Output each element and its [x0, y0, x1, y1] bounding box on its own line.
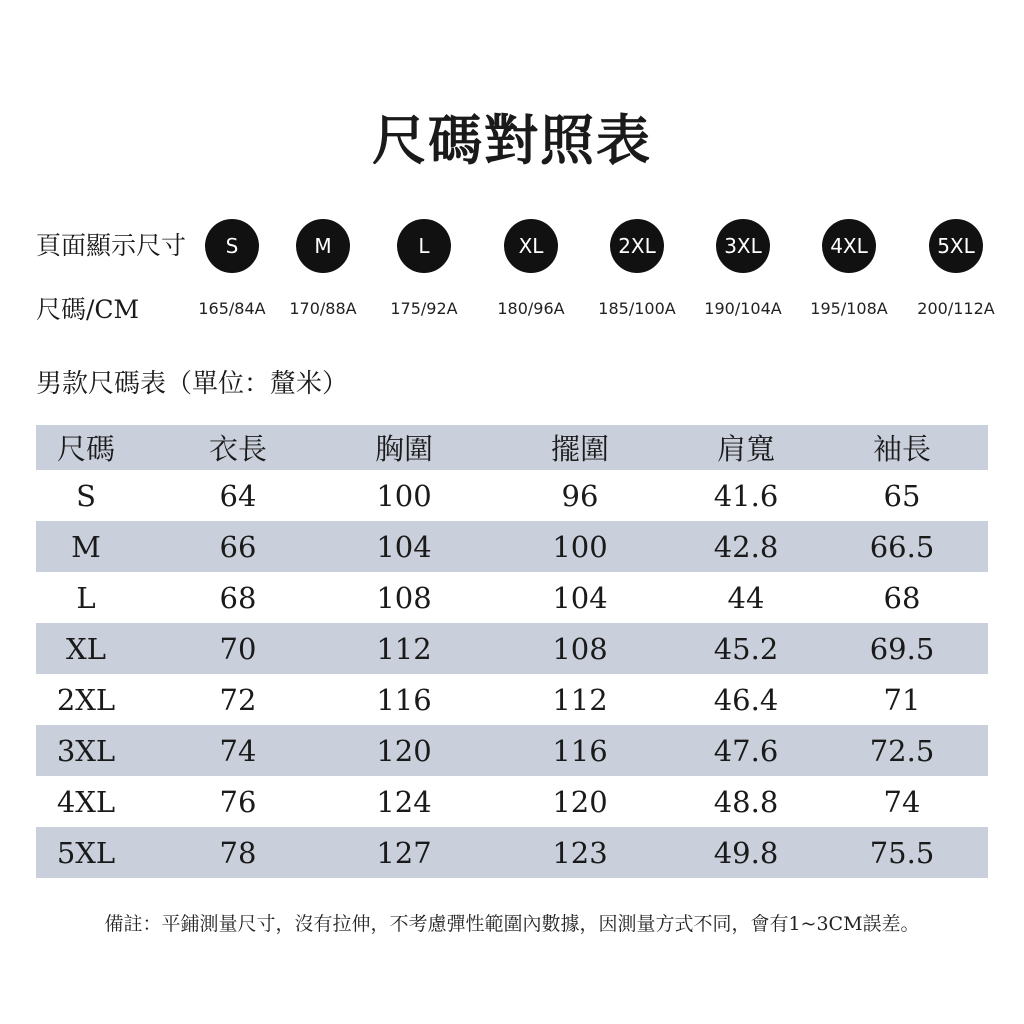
table-cell: 74: [883, 784, 921, 819]
table-cell: 46.4: [713, 682, 779, 717]
size-circle-l: L: [397, 219, 451, 273]
size-circle-4xl: 4XL: [822, 219, 876, 273]
table-cell: 72.5: [869, 733, 935, 768]
table-row: [36, 776, 988, 827]
table-header-cell: 衣長: [208, 432, 267, 466]
table-row: [36, 725, 988, 776]
table-cell: 72: [219, 682, 257, 717]
table-cell: 4XL: [56, 784, 116, 819]
size-circle-m: M: [296, 219, 350, 273]
table-cell: 64: [219, 478, 257, 513]
table-row: [36, 572, 988, 623]
table-cell: 78: [219, 835, 257, 870]
table-cell: 3XL: [56, 733, 116, 768]
cm-size-value: 185/100A: [598, 299, 676, 318]
display-size-row: [0, 219, 1024, 273]
table-cell: XL: [66, 631, 106, 666]
table-cell: 68: [883, 580, 921, 615]
page-title: 尺碼對照表: [372, 108, 652, 172]
table-cell: S: [76, 478, 96, 513]
table-cell: 47.6: [713, 733, 779, 768]
table-header-cell: 袖長: [872, 432, 931, 466]
size-circle-s: S: [205, 219, 259, 273]
table-cell: 69.5: [869, 631, 935, 666]
table-cell: 104: [552, 580, 608, 615]
cm-size-label: 尺碼/CM: [36, 295, 140, 324]
table-cell: 120: [552, 784, 608, 819]
table-cell: 123: [552, 835, 608, 870]
table-cell: 96: [561, 478, 599, 513]
table-cell: L: [76, 580, 96, 615]
size-table: [36, 425, 988, 878]
table-row: [36, 521, 988, 572]
table-cell: 66.5: [869, 529, 935, 564]
table-header-cell: 胸圍: [374, 432, 433, 466]
table-cell: 48.8: [713, 784, 779, 819]
table-cell: 74: [219, 733, 257, 768]
table-cell: 100: [552, 529, 608, 564]
table-cell: 116: [552, 733, 608, 768]
table-cell: 42.8: [713, 529, 779, 564]
display-size-label: 頁面顯示尺寸: [36, 231, 187, 260]
table-row: [36, 674, 988, 725]
cm-size-value: 190/104A: [704, 299, 782, 318]
table-cell: M: [71, 529, 101, 564]
table-cell: 49.8: [713, 835, 779, 870]
table-cell: 120: [376, 733, 432, 768]
cm-size-value: 180/96A: [497, 299, 565, 318]
table-cell: 112: [376, 631, 432, 666]
table-cell: 100: [376, 478, 432, 513]
table-cell: 5XL: [56, 835, 116, 870]
cm-size-row: [0, 296, 1024, 324]
table-row: [36, 827, 988, 878]
table-cell: 44: [727, 580, 765, 615]
size-circle-2xl: 2XL: [610, 219, 664, 273]
table-cell: 66: [219, 529, 257, 564]
table-cell: 65: [883, 478, 921, 513]
table-cell: 76: [219, 784, 257, 819]
table-cell: 108: [376, 580, 432, 615]
cm-size-value: 165/84A: [198, 299, 266, 318]
table-header: [36, 425, 988, 470]
table-cell: 45.2: [713, 631, 779, 666]
cm-size-value: 170/88A: [289, 299, 357, 318]
table-cell: 75.5: [869, 835, 935, 870]
cm-size-value: 195/108A: [810, 299, 888, 318]
table-cell: 71: [883, 682, 921, 717]
table-cell: 124: [376, 784, 432, 819]
table-cell: 70: [219, 631, 257, 666]
table-cell: 68: [219, 580, 257, 615]
footnote: 備註：平鋪測量尺寸，沒有拉伸，不考慮彈性範圍內數據，因測量方式不同，會有1~3CM誤差。: [104, 913, 920, 935]
cm-size-value: 175/92A: [390, 299, 458, 318]
table-cell: 41.6: [713, 478, 779, 513]
table-header-cell: 擺圍: [550, 432, 609, 466]
table-cell: 108: [552, 631, 608, 666]
size-circle-3xl: 3XL: [716, 219, 770, 273]
cm-size-value: 200/112A: [917, 299, 995, 318]
size-circle-5xl: 5XL: [929, 219, 983, 273]
table-cell: 127: [376, 835, 432, 870]
table-header-cell: 尺碼: [56, 432, 115, 466]
table-row: [36, 470, 988, 521]
table-cell: 116: [376, 682, 432, 717]
table-cell: 2XL: [56, 682, 116, 717]
table-cell: 112: [552, 682, 608, 717]
section-title: 男款尺碼表（單位：釐米）: [36, 369, 349, 399]
size-circle-xl: XL: [504, 219, 558, 273]
table-header-cell: 肩寬: [716, 432, 775, 466]
table-cell: 104: [376, 529, 432, 564]
table-row: [36, 623, 988, 674]
